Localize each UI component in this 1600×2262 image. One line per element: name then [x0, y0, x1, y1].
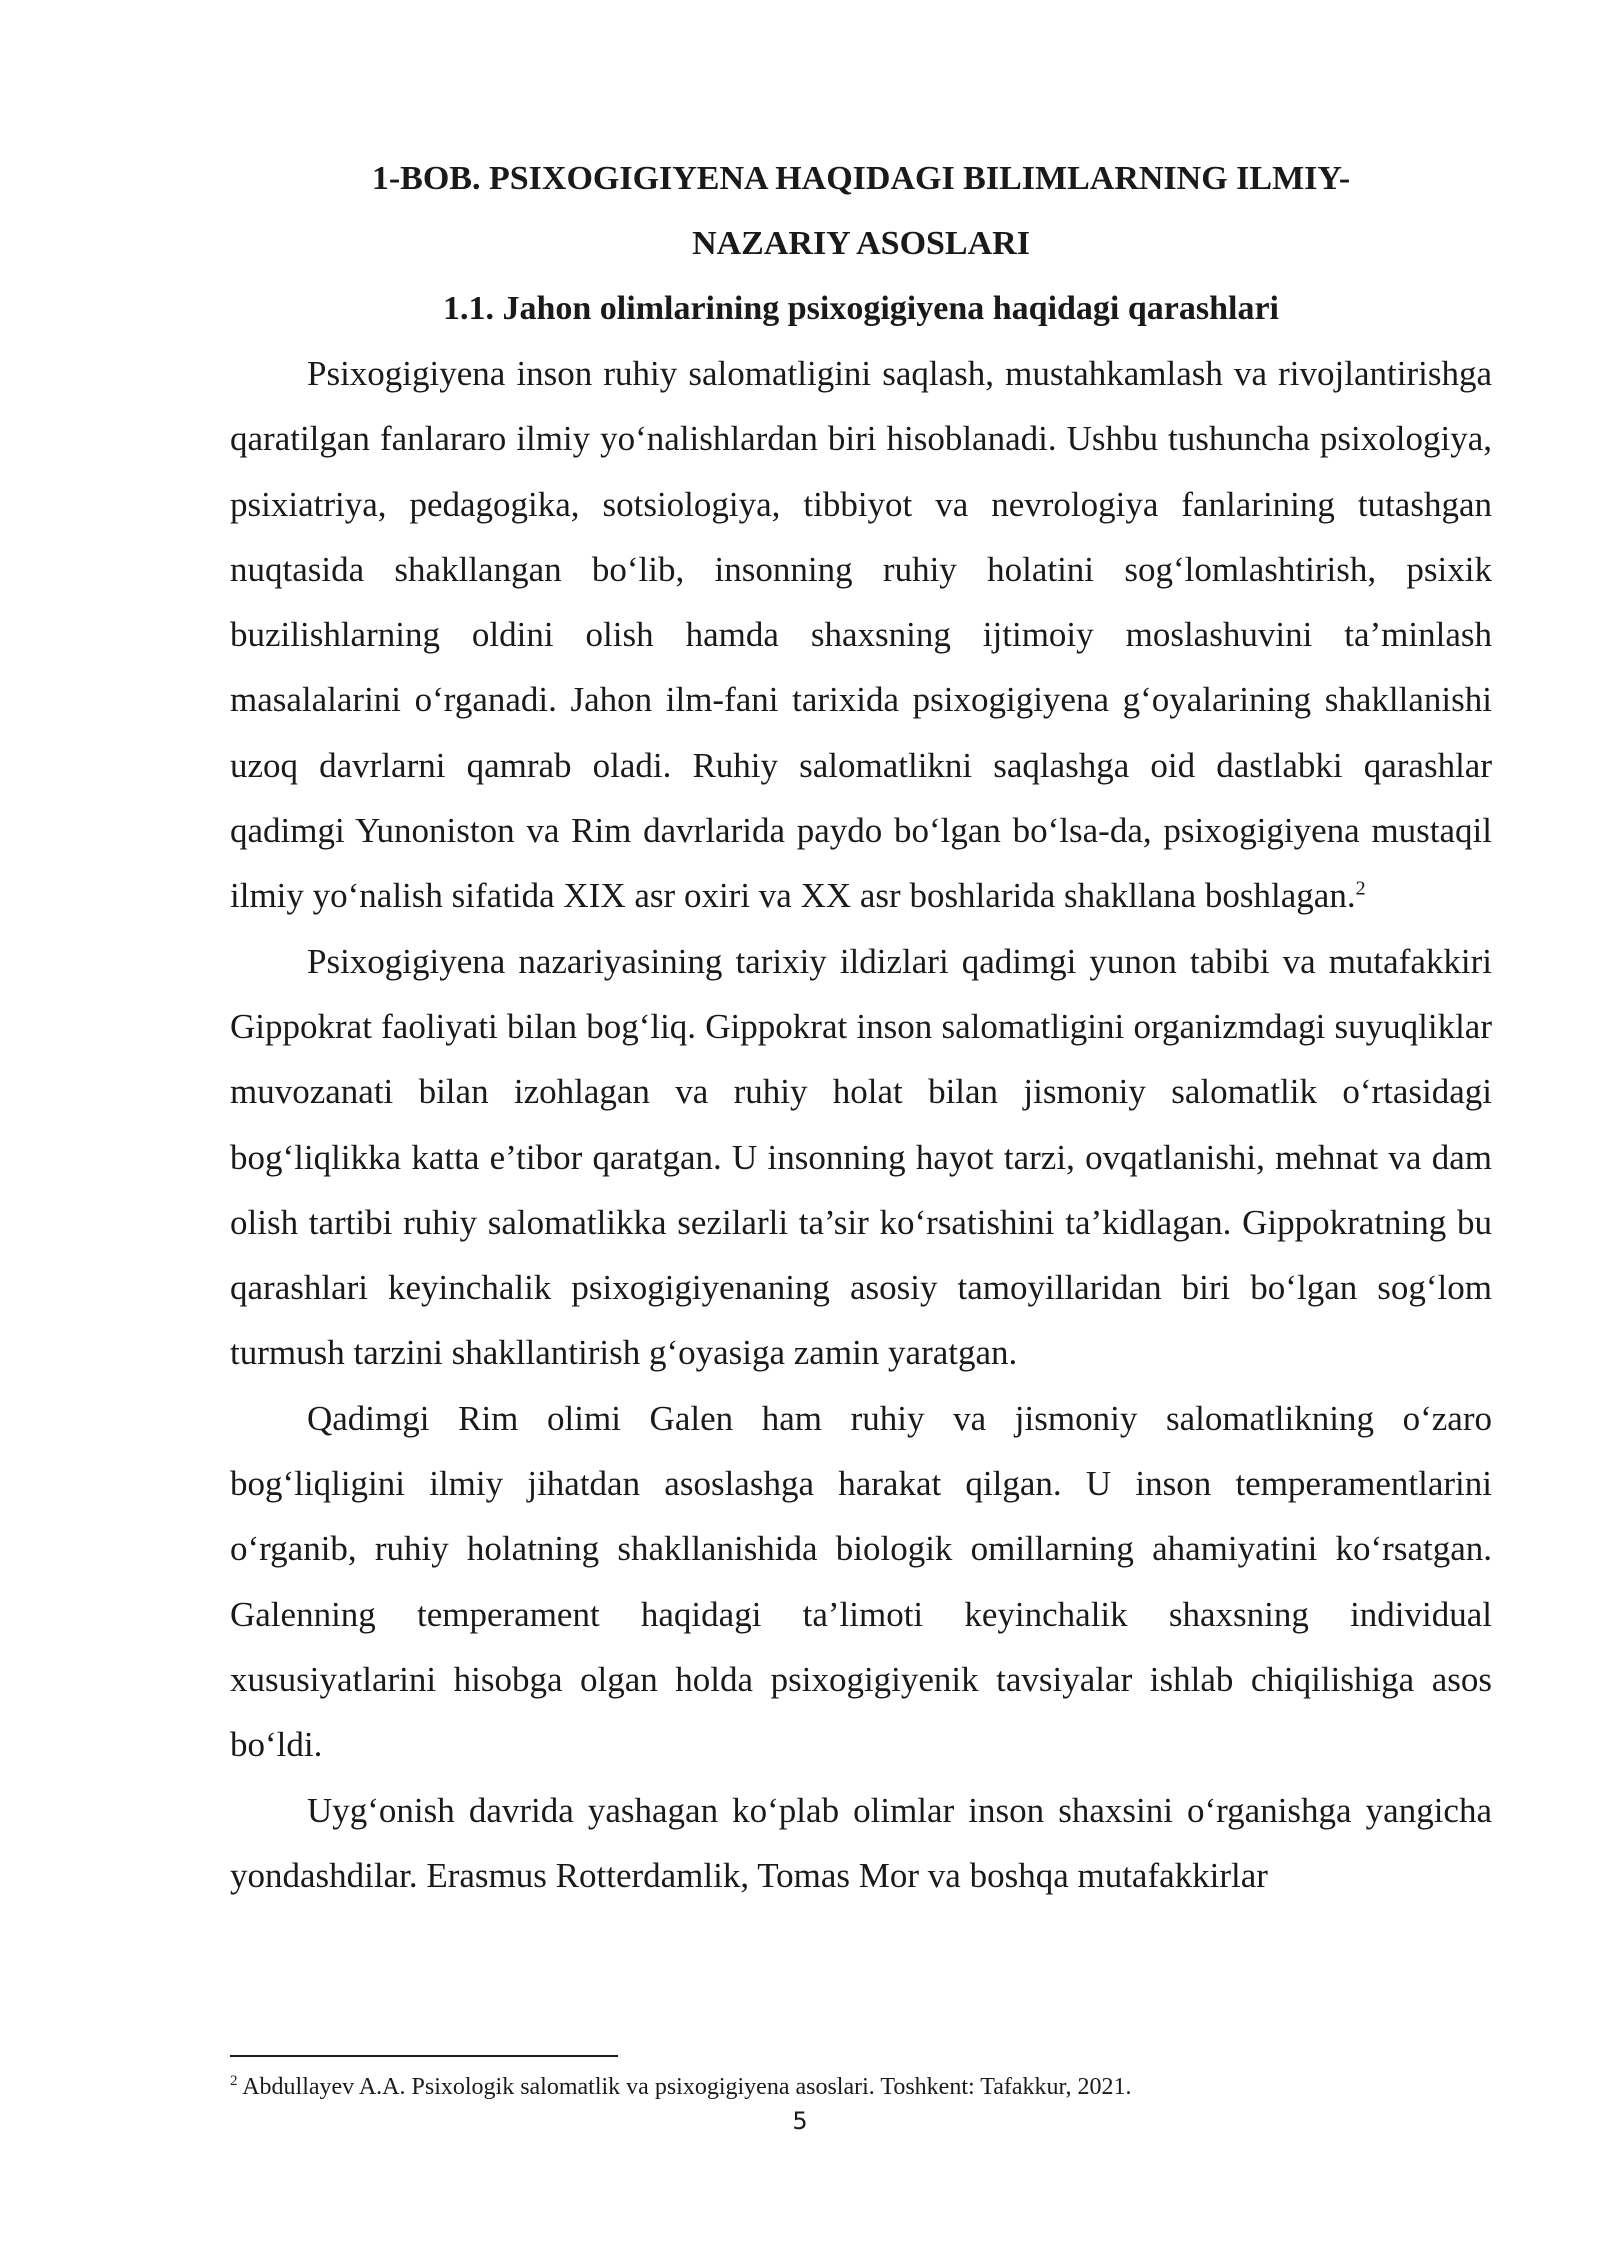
footnote-separator	[230, 2055, 618, 2057]
footnote-reference[interactable]: 2	[1355, 877, 1366, 900]
paragraph-1-text: Psixogigiyena inson ruhiy salomatligini saqlash, mustahkamlash va rivojlantirishga qaratilgan fanlararo ilmiy yo‘nalishlardan biri hisoblanadi. Ushbu tushuncha psixologiya, psixiatriya, pedagogika, sotsiologiya, tibbiyot va nevrologiya fanlarining tutashgan nuqtasida shakllangan bo‘lib, insonning ruhiy holatini sog‘lomlashtirish, psixik buzilishlarning oldini olish hamda shaxsning ijtimoiy moslashuvini ta’minlash masalalarini o‘rganadi. Jahon ilm-fani tarixida psixogigiyena g‘oyalarining shakllanishi uzoq davrlarni qamrab oladi. Ruhiy salomatlikni saqlashga oid dastlabki qarashlar qadimgi Yunoniston va Rim davrlarida paydo bo‘lgan bo‘lsa-da, psixogigiyena mustaqil ilmiy yo‘nalish sifatida XIX asr oxiri va XX asr boshlarida shakllana boshlagan.	[230, 354, 1492, 916]
footnote-number: 2	[230, 2073, 238, 2089]
paragraph-3: Qadimgi Rim olimi Galen ham ruhiy va jismoniy salomatlikning o‘zaro bog‘liqligini ilmiy jihatdan asoslashga harakat qilgan. U inson temperamentlarini o‘rganib, ruhiy holatning shakllanishida biologik omillarning ahamiyatini ko‘rsatgan. Galenning temperament haqidagi ta’limoti keyinchalik shaxsning individual xususiyatlarini hisobga olgan holda psixogigiyenik tavsiyalar ishlab chiqilishiga asos bo‘ldi.	[230, 1398, 1492, 1765]
footnote-text: Abdullayev A.A. Psixologik salomatlik va psixogigiyena asoslari. Toshkent: Tafakkur, 2021.	[242, 2074, 1132, 2100]
footnote	[230, 2072, 1492, 2102]
section-title: 1.1. Jahon olimlarining psixogigiyena haqidagi qarashlari	[442, 290, 1279, 327]
paragraph-4: Uyg‘onish davrida yashagan ko‘plab olimlar inson shaxsini o‘rganishga yangicha yondashdilar. Erasmus Rotterdamlik, Tomas Mor va boshqa mutafakkirlar	[230, 1790, 1492, 1895]
page-content	[230, 146, 1492, 1908]
chapter-title-line-1: 1-BOB. PSIXOGIGIYENA HAQIDAGI BILIMLARNING ILMIY-	[371, 160, 1351, 197]
paragraph-2: Psixogigiyena nazariyasining tarixiy ildizlari qadimgi yunon tabibi va mutafakkiri Gippokrat faoliyati bilan bog‘liq. Gippokrat inson salomatligini organizmdagi suyuqliklar muvozanati bilan izohlagan va ruhiy holat bilan jismoniy salomatlik o‘rtasidagi bog‘liqlikka katta e’tibor qaratgan. U insonning hayot tarzi, ovqatlanishi, mehnat va dam olish tartibi ruhiy salomatlikka sezilarli ta’sir ko‘rsatishini ta’kidlagan. Gippokratning bu qarashlari keyinchalik psixogigiyenaning asosiy tamoyillaridan biri bo‘lgan sog‘lom turmush tarzini shakllantirish g‘oyasiga zamin yaratgan.	[230, 941, 1492, 1373]
page-number: 5	[792, 2107, 808, 2135]
chapter-title-line-2: NAZARIY ASOSLARI	[692, 225, 1030, 262]
paragraph-1	[230, 341, 1492, 929]
